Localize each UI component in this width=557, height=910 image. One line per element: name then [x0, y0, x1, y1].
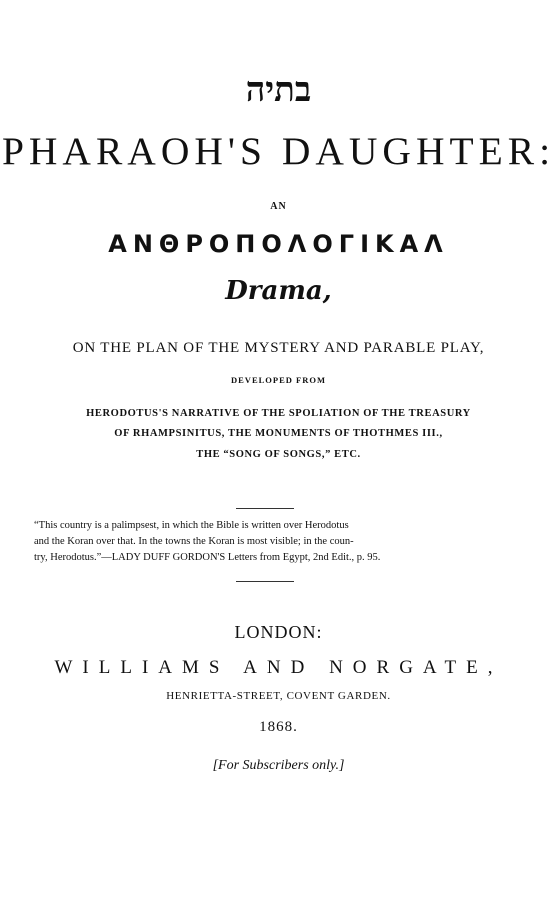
source-line-2: OF RHAMPSINITUS, THE MONUMENTS OF THOTHMES III., [114, 428, 443, 439]
imprint-publisher: WILLIAMS AND NORGATE, [54, 657, 503, 678]
imprint-place: LONDON: [234, 622, 323, 642]
epigraph-line-1: “This country is a palimpsest, in which the Bible is written over Herodotus [34, 520, 349, 531]
divider-bottom [236, 581, 294, 582]
source-line-1: HERODOTUS'S NARRATIVE OF THE SPOLIATION OF THE TREASURY [86, 408, 471, 419]
hebrew-title: בתיה [245, 70, 312, 110]
imprint-year: 1868. [259, 719, 298, 735]
divider-top [236, 508, 294, 509]
developed-from: DEVELOPED FROM [231, 375, 326, 385]
epigraph-line-3: try, Herodotus.”—LADY DUFF GORDON'S Letters from Egypt, 2nd Edit., p. 95. [34, 552, 381, 563]
genre-drama: Drama, [225, 276, 332, 306]
article-an: AN [270, 201, 287, 212]
subscribers-note: [For Subscribers only.] [212, 758, 345, 773]
imprint-address: HENRIETTA-STREET, COVENT GARDEN. [166, 690, 391, 702]
book-title: PHARAOH'S DAUGHTER: [1, 129, 556, 173]
plan-line: ON THE PLAN OF THE MYSTERY AND PARABLE PLAY, [72, 340, 485, 356]
source-line-3: THE “SONG OF SONGS,” ETC. [196, 449, 361, 460]
greek-subtitle: ΑΝΘΡΟΠΟΛΟΓΙΚΑΛ [108, 230, 449, 258]
epigraph-line-2: and the Koran over that. In the towns the Koran is most visible; in the coun- [34, 536, 354, 547]
